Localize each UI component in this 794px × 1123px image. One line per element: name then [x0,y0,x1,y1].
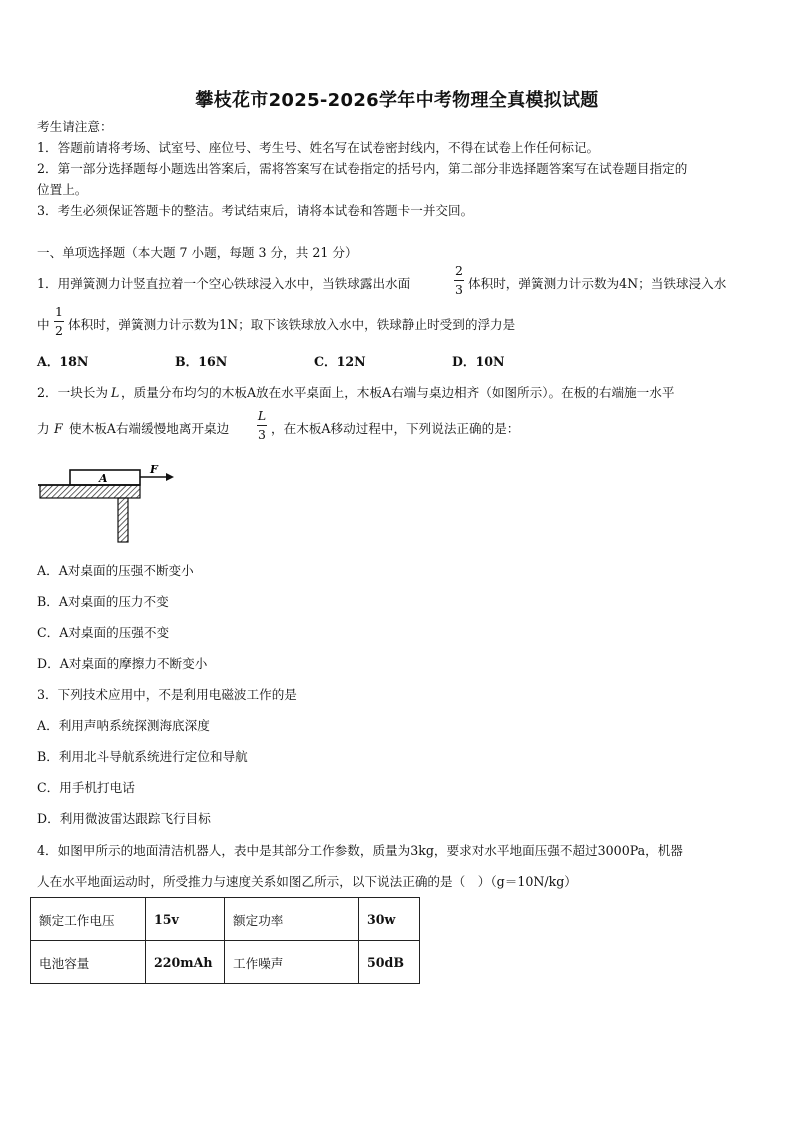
q2-length-symbol: L [111,385,120,400]
q1-frac2-denominator: 2 [55,323,63,338]
page-title: 攀枝花市2025-2026学年中考物理全真模拟试题 [195,90,599,111]
q4-line2: 人在水平地面运动时，所受推力与速度关系如图乙所示，以下说法正确的是（ ）（g＝10N/kg） [37,874,577,889]
q3-option-a: A．利用声呐系统探测海底深度 [37,718,210,733]
table-row [31,941,420,984]
table-row [31,898,420,941]
q1-option-d: D．10N [452,354,505,369]
table-cell: 额定功率 [225,898,359,941]
notice-item-2-cont: 位置上。 [37,182,88,197]
q1-option-c: C．12N [314,354,366,369]
q3-option-c: C．用手机打电话 [37,780,135,795]
q2-figure [36,462,178,544]
q2-option-c: C．A对桌面的压强不变 [37,625,170,640]
q1-option-b: B．16N [175,354,228,369]
notice-item-2: 2．第一部分选择题每小题选出答案后，需将答案写在试卷指定的括号内，第二部分非选择题答案写在试卷题目指定的 [37,161,688,176]
q1-line1-a: 1．用弹簧测力计竖直拉着一个空心铁球浸入水中，当铁球露出水面 [37,276,411,291]
q3-option-b: B．利用北斗导航系统进行定位和导航 [37,749,248,764]
q2-line1-b: ，质量分布均匀的木板A放在水平桌面上，木板A右端与桌边相齐（如图所示）。在板的右端施一水平 [121,385,675,400]
table-cell: 50dB [359,941,420,984]
q3-stem: 3．下列技术应用中，不是利用电磁波工作的是 [37,687,297,702]
q1-line1-b: 体积时，弹簧测力计示数为4N；当铁球浸入水 [468,276,727,291]
notice-item-1: 1．答题前请将考场、试室号、座位号、考生号、姓名写在试卷密封线内，不得在试卷上作任何标记。 [37,140,600,155]
q1-frac2-bar [54,321,64,322]
q2-line1-a: 2．一块长为 [37,385,108,400]
q1-option-a: A．18N [37,354,89,369]
table-leg [118,498,128,542]
force-arrow-head [166,473,174,481]
table-cell: 30w [359,898,420,941]
notice-item-3: 3．考生必须保证答题卡的整洁。考试结束后，请将本试卷和答题卡一并交回。 [37,203,474,218]
q1-line2-a: 中 [37,317,50,332]
notice-heading: 考生请注意： [37,119,113,134]
board-label: A [99,472,108,485]
q2-line2-a: 力 [37,421,50,436]
q2-line2-b: 使木板A右端缓慢地离开桌边 [69,421,230,436]
q1-line2-b: 体积时，弹簧测力计示数为1N；取下该铁球放入水中，铁球静止时受到的浮力是 [68,317,516,332]
q2-line2-c: ，在木板A移动过程中，下列说法正确的是： [271,421,520,436]
table-cell: 15v [146,898,225,941]
q2-option-a: A．A对桌面的压强不断变小 [37,563,194,578]
force-label: F [150,463,158,476]
q2-frac-bar [257,425,267,426]
q2-option-d: D．A对桌面的摩擦力不断变小 [37,656,208,671]
q1-frac2-numerator: 1 [55,304,63,319]
table-cell: 电池容量 [31,941,146,984]
table-cell: 额定工作电压 [31,898,146,941]
q3-option-d: D．利用微波雷达跟踪飞行目标 [37,811,211,826]
section-heading: 一、单项选择题（本大题 7 小题，每题 3 分，共 21 分） [37,245,358,260]
q2-frac-denominator: 3 [258,427,266,442]
q2-option-b: B．A对桌面的压力不变 [37,594,169,609]
q4-parameter-table [30,897,420,984]
q1-frac1-denominator: 3 [455,282,463,297]
q4-line1: 4．如图甲所示的地面清洁机器人，表中是其部分工作参数，质量为3kg，要求对水平地面压强不超过3000Pa，机器 [37,843,683,858]
table-cell: 工作噪声 [225,941,359,984]
table-cell: 220mAh [146,941,225,984]
q2-force-symbol: F [54,421,63,436]
q1-frac1-bar [454,280,464,281]
table-top [40,485,140,498]
q2-frac-numerator: L [257,408,267,423]
q1-frac1-numerator: 2 [455,263,463,278]
